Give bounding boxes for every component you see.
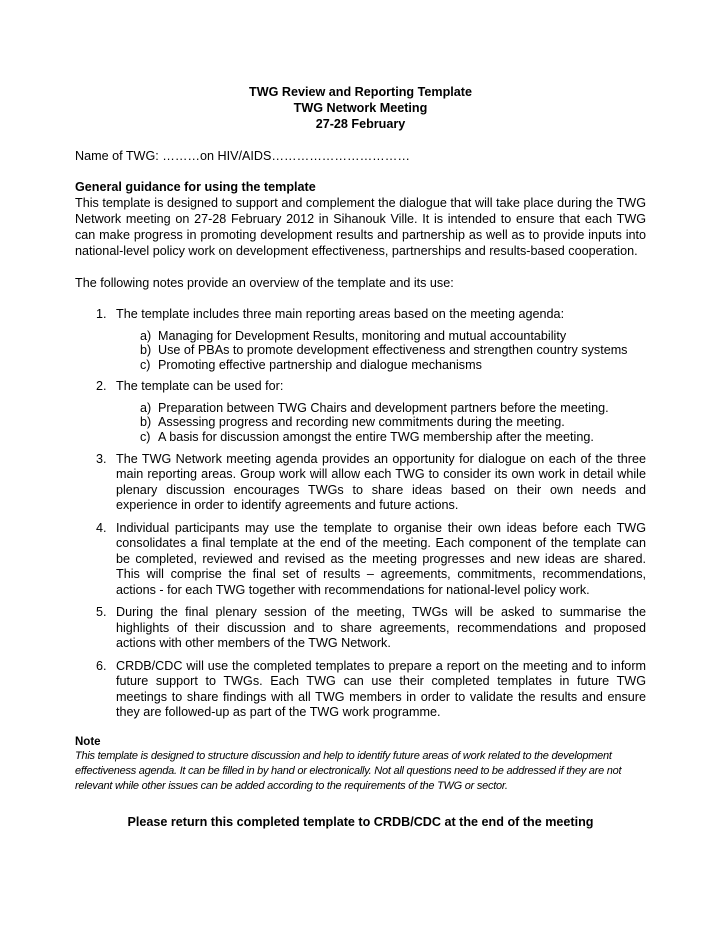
sub-list-item [116, 401, 646, 416]
sub-list [116, 401, 646, 445]
sub-list-item [116, 358, 646, 373]
sub-list-letter: b) [140, 415, 152, 430]
list-item [75, 521, 646, 599]
list-item [75, 605, 646, 652]
meeting-dates: 27-28 February [315, 117, 406, 131]
list-number: 6. [96, 658, 107, 673]
sub-list-item [116, 343, 646, 358]
sub-list-letter: a) [140, 328, 152, 343]
guidance-heading: General guidance for using the template [75, 180, 316, 194]
notes-intro: The following notes provide an overview of the template and its use: [75, 276, 454, 290]
sub-list-text: Use of PBAs to promote development effectiveness and strengthen country systems [158, 343, 628, 358]
list-number: 4. [96, 520, 107, 535]
sub-list-item [116, 430, 646, 445]
twg-name-field: Name of TWG: ………on HIV/AIDS…………………………… [75, 149, 410, 163]
sub-list-letter: b) [140, 343, 152, 358]
sub-list-text: A basis for discussion amongst the entire TWG membership after the meeting. [158, 429, 594, 444]
list-number: 1. [96, 307, 107, 321]
list-item-text: Individual participants may use the template to organise their own ideas before each TWG consolidates a final template at the end of the meeting. Each component of the template can be completed, reviewed and revised as the meeting progresses and new ideas are shared. This will comprise the final set of results – agreements, commitments, recommendations, actions - for each TWG together with recommendations for national-level policy work. [116, 520, 646, 597]
meeting-name: TWG Network Meeting [293, 101, 428, 115]
list-item-text: CRDB/CDC will use the completed templates to prepare a report on the meeting and to inform future support to TWGs. Each TWG can use their completed templates in future TWG meetings to share findings with all TWG members in order to validate the results and ensure they are followed-up as part of the TWG work programme. [116, 658, 646, 720]
list-item-text: The TWG Network meeting agenda provides an opportunity for dialogue on each of the three main reporting areas. Group work will allow each TWG to consider its own work in detail while plenary discussion encourages TWGs to share ideas based on their own needs and experience in order to identify agreements and future actions. [116, 451, 646, 513]
list-item-text: During the final plenary session of the meeting, TWGs will be asked to summarise the highlights of their discussion and to share agreements, recommendations and proposed actions with other members of the TWG Network. [116, 605, 646, 651]
sub-list-text: Assessing progress and recording new commitments during the meeting. [158, 415, 565, 430]
return-instruction: Please return this completed template to CRDB/CDC at the end of the meeting [127, 814, 594, 829]
document-page [75, 0, 646, 830]
list-number: 3. [96, 451, 107, 466]
note-heading: Note [75, 735, 101, 748]
sub-list-letter: c) [140, 357, 151, 372]
sub-list-letter: a) [140, 400, 152, 415]
sub-list-item [116, 329, 646, 344]
list-item-text: The template can be used for: [116, 379, 284, 394]
document-title: TWG Review and Reporting Template [249, 85, 472, 99]
list-item [75, 379, 646, 444]
list-item [75, 452, 646, 514]
guidance-paragraph: This template is designed to support and complement the dialogue that will take place during the TWG Network meeting on 27-28 February 2012 in Sihanouk Ville. It is intended to ensure that each TWG can make progress in promoting development results and partnership as well as to provide inputs into national-level policy work on development effectiveness, partnerships and results-based cooperation. [75, 196, 646, 258]
sub-list-text: Promoting effective partnership and dialogue mechanisms [158, 357, 482, 372]
notes-list [75, 307, 646, 721]
sub-list [116, 329, 646, 373]
list-number: 5. [96, 605, 107, 620]
list-item [75, 307, 646, 372]
sub-list-item [116, 415, 646, 430]
sub-list-text: Managing for Development Results, monitoring and mutual accountability [158, 328, 567, 343]
list-item-text: The template includes three main reporting areas based on the meeting agenda: [116, 307, 565, 321]
list-item [75, 659, 646, 721]
sub-list-letter: c) [140, 429, 151, 444]
note-body: This template is designed to structure discussion and help to identify future areas of work related to the development effectiveness agenda. It can be filled in by hand or electronically. Not all questions need to be addressed if they are not relevant while other issues can be added according to the requirements of the TWG or sector. [75, 749, 622, 792]
sub-list-text: Preparation between TWG Chairs and development partners before the meeting. [158, 400, 609, 415]
list-number: 2. [96, 379, 107, 394]
